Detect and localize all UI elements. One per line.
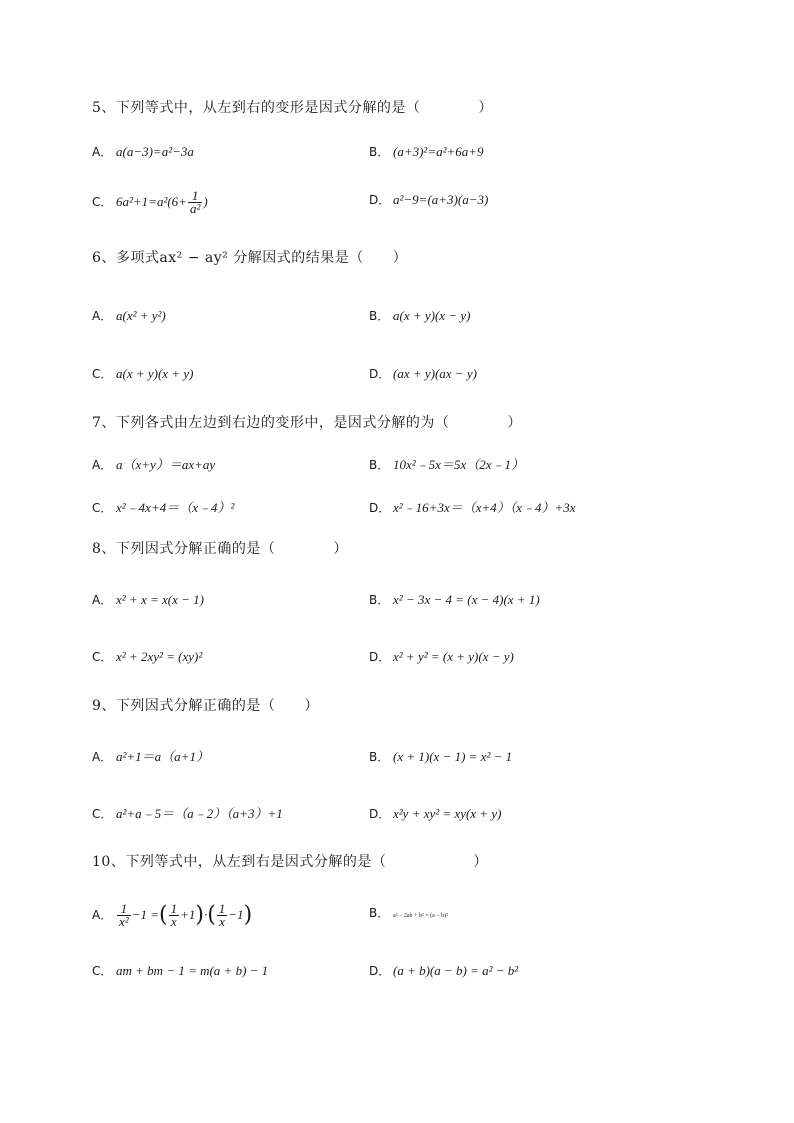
q10-a-f2-den: x — [170, 914, 177, 929]
q9-option-b-expr: (x + 1)(x − 1) = x² − 1 — [393, 749, 513, 764]
q8-option-b[interactable] — [369, 590, 540, 611]
q5-option-d[interactable] — [369, 190, 488, 211]
q8-option-d-label: D． — [369, 650, 391, 664]
q7-option-a-label: A． — [92, 458, 113, 472]
q9-option-a[interactable] — [92, 747, 209, 768]
q9-option-c-label: C． — [92, 807, 113, 821]
q8-option-a-expr: x² + x = x(x − 1) — [116, 592, 204, 607]
q9-option-b[interactable] — [369, 747, 512, 768]
q10-option-a-label: A． — [92, 908, 113, 922]
q6-option-a-label: A． — [92, 309, 113, 323]
q10-option-d[interactable] — [369, 961, 518, 982]
q5-option-a-label: A． — [92, 145, 113, 159]
q6-option-c-expr: a(x + y)(x + y) — [116, 366, 194, 381]
q9-option-c[interactable] — [92, 804, 283, 825]
q8-option-b-label: B． — [369, 593, 390, 607]
q10-a-mid-2: +1 — [180, 907, 196, 922]
q5-option-c-fraction — [188, 190, 202, 215]
q5-option-a-expr: a(a−3)=a²−3a — [116, 144, 194, 159]
question-8-stem: 8、下列因式分解正确的是（ ） — [92, 541, 348, 557]
q8-option-b-expr: x² − 3x − 4 = (x − 4)(x + 1) — [393, 592, 540, 607]
q10-a-paren-open-2: ( — [207, 902, 216, 928]
q8-option-a[interactable] — [92, 590, 204, 611]
q5-option-c[interactable] — [92, 190, 208, 215]
q8-option-c-expr: x² + 2xy² = (xy)² — [116, 649, 203, 664]
q10-option-b-label: B． — [369, 906, 390, 920]
q5-option-d-expr: a²−9=(a+3)(a−3) — [393, 192, 489, 207]
question-7-stem: 7、下列各式由左边到右边的变形中，是因式分解的为（ ） — [92, 415, 522, 431]
q5-option-b[interactable] — [369, 142, 484, 163]
q6-option-b-expr: a(x + y)(x − y) — [393, 308, 471, 323]
q10-option-c-label: C． — [92, 964, 113, 978]
q6-option-c[interactable] — [92, 364, 193, 385]
q7-option-d[interactable] — [369, 498, 576, 519]
q8-option-d[interactable] — [369, 647, 514, 668]
q7-option-c-expr: x²﹣4x+4＝（x﹣4）² — [116, 500, 235, 515]
q8-option-d-expr: x² + y² = (x + y)(x − y) — [393, 649, 514, 664]
q7-option-c[interactable] — [92, 498, 234, 519]
q5-option-c-label: C． — [92, 195, 113, 209]
question-9-stem: 9、下列因式分解正确的是（ ） — [92, 698, 319, 714]
q7-option-a-expr: a（x+y）＝ax+ay — [116, 457, 216, 472]
q10-a-fraction-1 — [117, 903, 131, 928]
q9-option-a-expr: a²+1＝a（a+1） — [116, 749, 209, 764]
q6-option-c-label: C． — [92, 367, 113, 381]
q6-option-d-label: D． — [369, 367, 391, 381]
q7-option-d-expr: x²﹣16+3x＝（x+4）（x﹣4）+3x — [393, 500, 576, 515]
q5-option-b-expr: (a+3)²=a²+6a+9 — [393, 144, 484, 159]
q9-option-a-label: A． — [92, 750, 113, 764]
q10-a-paren-close-2: ) — [243, 902, 253, 928]
q5-option-c-expr-pre: 6a²+1=a²(6+ — [116, 194, 187, 209]
q5-option-a[interactable] — [92, 142, 194, 163]
q7-option-c-label: C． — [92, 501, 113, 515]
q10-option-a[interactable] — [92, 903, 252, 928]
q6-option-d[interactable] — [369, 364, 477, 385]
q7-option-b-expr: 10x²﹣5x＝5x（2x﹣1） — [393, 457, 524, 472]
q9-option-b-label: B． — [369, 750, 390, 764]
q10-a-f2-num: 1 — [170, 901, 178, 916]
question-5-stem: 5、下列等式中，从左到右的变形是因式分解的是（ ） — [92, 100, 493, 116]
q5-option-c-frac-den: a² — [189, 201, 201, 216]
q5-option-c-expr-post: ) — [203, 194, 208, 209]
q10-a-f3-den: x — [219, 914, 225, 929]
q9-option-c-expr: a²+a﹣5＝（a﹣2）（a+3）+1 — [116, 806, 283, 821]
q10-option-d-expr: (a + b)(a − b) = a² − b² — [393, 963, 519, 978]
q7-option-a[interactable] — [92, 455, 215, 476]
q5-option-d-label: D． — [369, 193, 391, 207]
q10-option-b-expr: a² − 2ab + b² = (a − b)² — [393, 913, 448, 919]
q7-option-d-label: D． — [369, 501, 391, 515]
q9-option-d-expr: x²y + xy² = xy(x + y) — [393, 806, 502, 821]
q10-a-f1-num: 1 — [117, 903, 131, 916]
q6-option-b-label: B． — [369, 309, 390, 323]
q10-a-mid-1: −1 = — [131, 907, 159, 922]
q10-a-dot: · — [203, 907, 208, 922]
q8-option-c-label: C． — [92, 650, 113, 664]
q9-option-d[interactable] — [369, 804, 501, 825]
q10-a-f1-den: x² — [119, 914, 129, 929]
q10-a-paren-open-1: ( — [158, 902, 168, 928]
q10-a-fraction-2 — [169, 903, 180, 928]
q10-option-c[interactable] — [92, 961, 268, 982]
q9-option-d-label: D． — [369, 807, 391, 821]
q5-option-c-frac-num: 1 — [188, 190, 202, 203]
q7-option-b-label: B． — [369, 458, 390, 472]
q10-a-f3-num: 1 — [218, 901, 226, 916]
q10-a-mid-3: −1 — [228, 907, 244, 922]
q5-option-b-label: B． — [369, 145, 390, 159]
q10-option-d-label: D． — [369, 964, 391, 978]
q6-option-d-expr: (ax + y)(ax − y) — [393, 366, 477, 381]
question-10-stem: 10、下列等式中，从左到右是因式分解的是（ ） — [92, 854, 488, 870]
question-6-stem: 6、多项式ax² − ay² 分解因式的结果是（ ） — [92, 250, 408, 266]
q10-option-c-expr: am + bm − 1 = m(a + b) − 1 — [116, 963, 269, 978]
q8-option-c[interactable] — [92, 647, 202, 668]
q10-option-b[interactable] — [369, 903, 448, 926]
q6-option-b[interactable] — [369, 306, 470, 327]
q10-a-paren-close-1: ) — [195, 902, 204, 928]
q8-option-a-label: A． — [92, 593, 113, 607]
q10-a-fraction-3 — [217, 903, 228, 928]
q6-option-a-expr: a(x² + y²) — [116, 308, 166, 323]
q7-option-b[interactable] — [369, 455, 524, 476]
q6-option-a[interactable] — [92, 306, 166, 327]
